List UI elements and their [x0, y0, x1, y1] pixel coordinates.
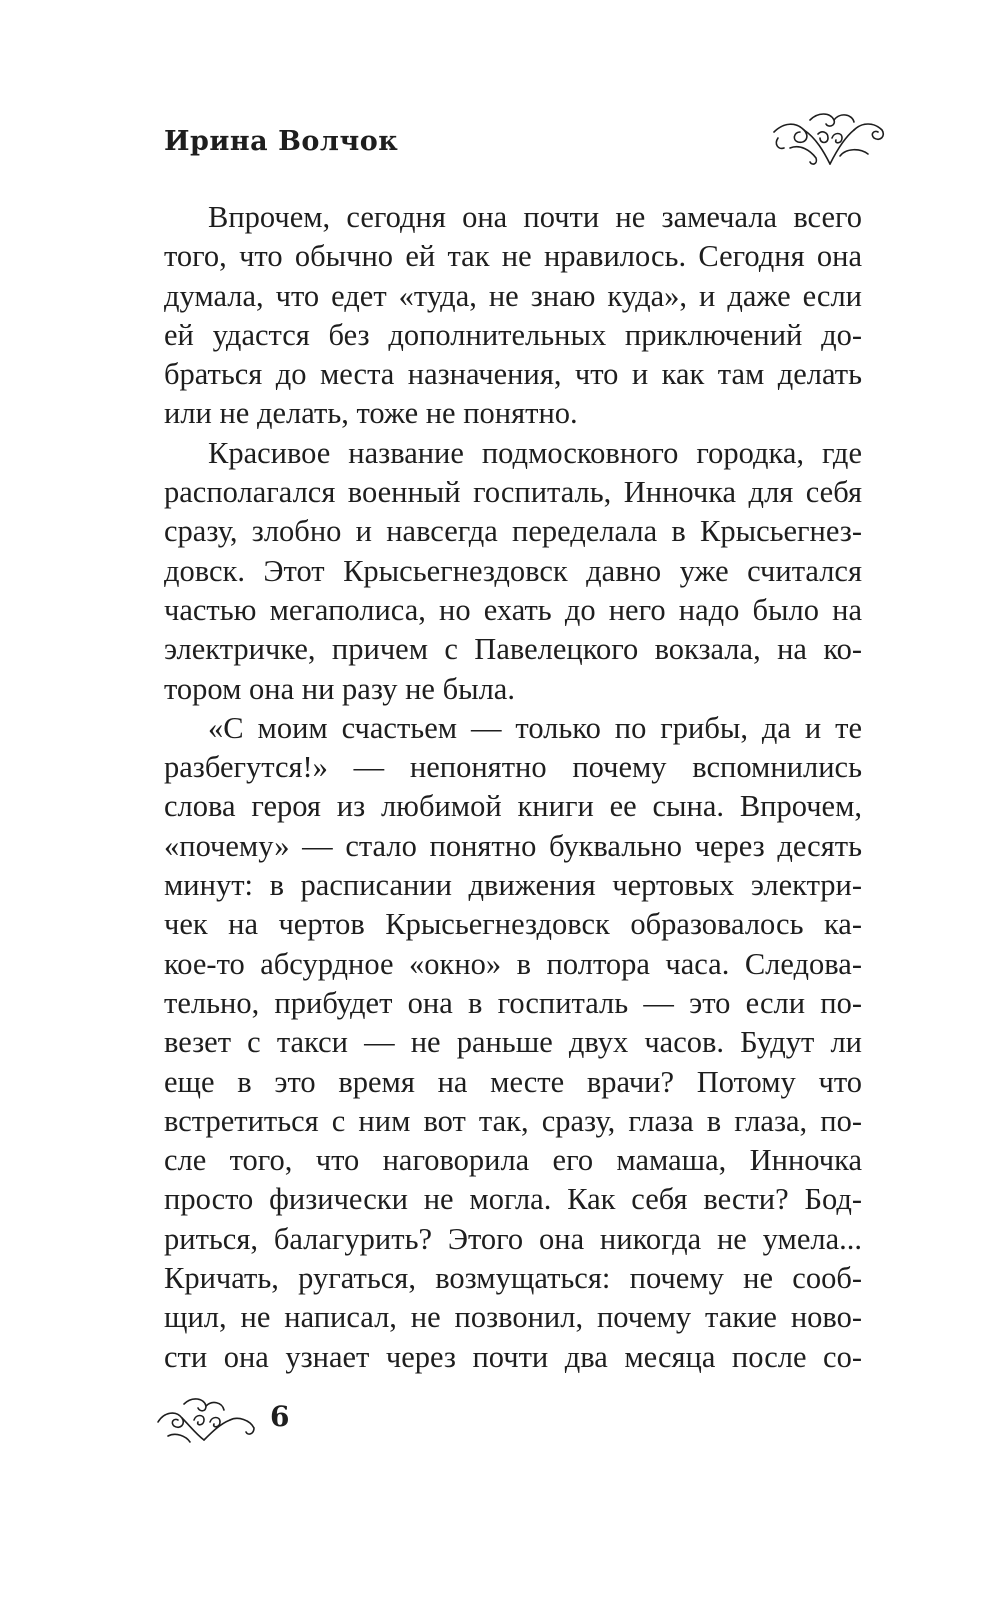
text-line: «почему» — стало понятно буквально через десять: [164, 828, 862, 863]
text-line: щил, не написал, не позвонил, почему такие ново-: [164, 1300, 862, 1335]
text-line: просто физически не могла. Как себя вести? Бод-: [164, 1182, 862, 1217]
page-number: 6: [270, 1400, 290, 1433]
text-line: тельно, прибудет она в госпиталь — это если по-: [164, 985, 862, 1020]
text-line: сти она узнает через почти два месяца после со-: [164, 1339, 862, 1374]
text-line: минут: в расписании движения чертовых электри-: [164, 868, 862, 903]
text-line: Красивое название подмосковного городка, где: [208, 435, 862, 470]
flourish-ornament-icon: [154, 1392, 258, 1446]
text-line: «С моим счастьем — только по грибы, да и те: [208, 710, 862, 745]
text-line: везет с такси — не раньше двух часов. Будут ли: [164, 1025, 862, 1060]
text-line: встретиться с ним вот так, сразу, глаза в глаза, по-: [164, 1103, 862, 1138]
body-text: [164, 198, 862, 1377]
text-line: того, что обычно ей так не нравилось. Сегодня она: [164, 239, 862, 274]
text-line: или не делать, тоже не понятно.: [164, 396, 578, 431]
flourish-ornament-icon: [770, 108, 888, 172]
text-line: еще в это время на месте врачи? Потому что: [164, 1064, 862, 1099]
text-line: Впрочем, сегодня она почти не замечала всего: [208, 200, 862, 234]
text-line: слова героя из любимой книги ее сына. Впрочем,: [164, 789, 862, 824]
text-line: частью мегаполиса, но ехать до него надо было на: [164, 592, 862, 627]
text-line: располагался военный госпиталь, Инночка для себя: [164, 475, 862, 510]
text-line: ей удастся без дополнительных приключений до-: [164, 317, 862, 352]
text-line: довск. Этот Крысьегнездовск давно уже считался: [164, 553, 862, 588]
text-line: думала, что едет «туда, не знаю куда», и даже если: [164, 278, 862, 313]
text-line: чек на чертов Крысьегнездовск образовалось ка-: [164, 907, 862, 942]
text-line: риться, балагурить? Этого она никогда не умела...: [164, 1221, 862, 1256]
header-author: Ирина Волчок: [164, 126, 399, 157]
text-line: тором она ни разу не была.: [164, 671, 515, 706]
text-line: браться до места назначения, что и как там делать: [164, 357, 862, 392]
text-line: разбегутся!» — непонятно почему вспомнились: [164, 750, 862, 785]
text-line: сле того, что наговорила его мамаша, Инночка: [164, 1143, 862, 1178]
text-line: сразу, злобно и навсегда переделала в Крысьегнез-: [164, 514, 862, 549]
text-line: электричке, причем с Павелецкого вокзала, на ко-: [164, 632, 862, 667]
text-line: Кричать, ругаться, возмущаться: почему не сооб-: [164, 1261, 862, 1296]
text-line: кое-то абсурдное «окно» в полтора часа. Следова-: [164, 946, 862, 981]
